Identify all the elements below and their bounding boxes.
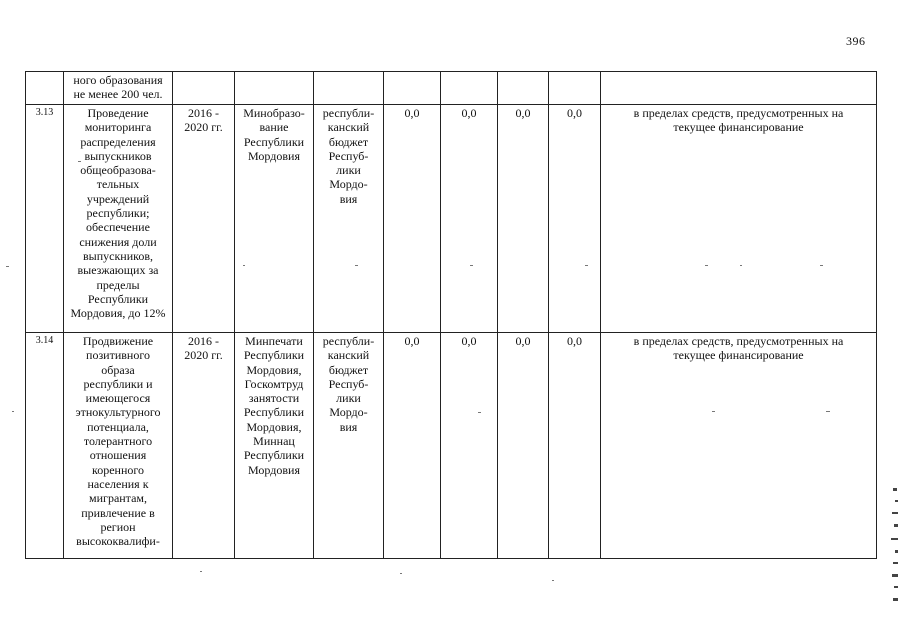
cell-measure-name: Проведение мониторинга распределения выпускников общеобразова- тельных учреждений республики; обеспечение снижения доли выпускников, выезжающих за пределы Республики Мордовия, до 12% [64, 105, 173, 333]
cell-measure-name: ного образования не менее 200 чел. [64, 72, 173, 105]
cell-value-1: 0,0 [384, 333, 441, 559]
cell-value-4: 0,0 [549, 333, 601, 559]
cell-period [173, 72, 235, 105]
cell-value-2: 0,0 [441, 105, 498, 333]
cell-executor: Минобразо- вание Республики Мордовия [235, 105, 314, 333]
cell-source: республи- канский бюджет Респуб- лики Мордо- вия [314, 105, 384, 333]
cell-executor: Минпечати Республики Мордовия, Госкомтруд занятости Республики Мордовия, Миннац Республики Мордовия [235, 333, 314, 559]
table-row-3-13 [26, 105, 877, 333]
table-row-continuation [26, 72, 877, 105]
cell-note: в пределах средств, предусмотренных на текущее финансирование [601, 333, 877, 559]
page-number: 396 [846, 34, 866, 48]
program-measures-table [25, 71, 877, 559]
cell-value-1 [384, 72, 441, 105]
cell-num [26, 72, 64, 105]
cell-value-4: 0,0 [549, 105, 601, 333]
cell-measure-name: Продвижение позитивного образа республики и имеющегося этнокультурного потенциала, толерантного отношения коренного населения к мигрантам, привлечение в регион высококвалифи- [64, 333, 173, 559]
cell-value-2: 0,0 [441, 333, 498, 559]
table-row-3-14 [26, 333, 877, 559]
cell-value-3: 0,0 [498, 105, 549, 333]
cell-executor [235, 72, 314, 105]
cell-num: 3.14 [26, 333, 64, 559]
cell-value-4 [549, 72, 601, 105]
cell-note: в пределах средств, предусмотренных на текущее финансирование [601, 105, 877, 333]
cell-period: 2016 - 2020 гг. [173, 105, 235, 333]
cell-note [601, 72, 877, 105]
cell-value-1: 0,0 [384, 105, 441, 333]
cell-value-2 [441, 72, 498, 105]
cell-source: республи- канский бюджет Респуб- лики Мордо- вия [314, 333, 384, 559]
cell-period: 2016 - 2020 гг. [173, 333, 235, 559]
scan-edge-marks [883, 486, 901, 606]
cell-source [314, 72, 384, 105]
cell-num: 3.13 [26, 105, 64, 333]
cell-value-3 [498, 72, 549, 105]
cell-value-3: 0,0 [498, 333, 549, 559]
